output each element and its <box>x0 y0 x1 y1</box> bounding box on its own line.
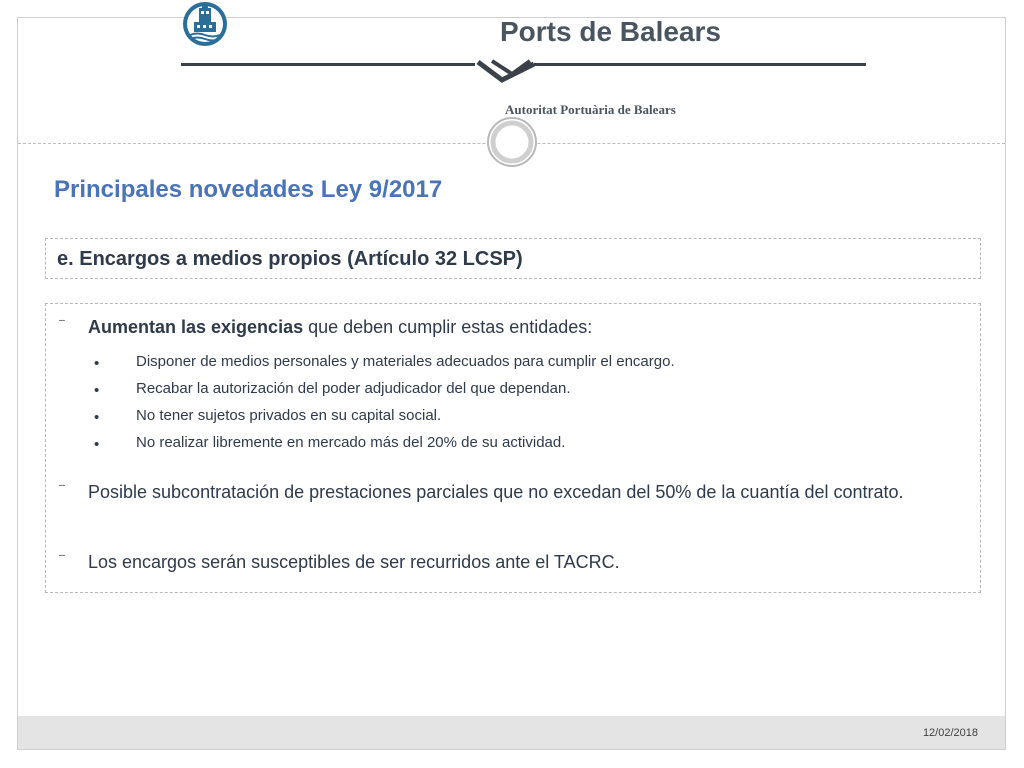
bullet-marker: • <box>94 436 100 453</box>
bullet-marker: • <box>94 355 100 372</box>
brand-divider-right <box>534 63 866 66</box>
footer-date: 12/02/2018 <box>922 727 978 739</box>
dash-marker: ⁻ <box>58 315 66 332</box>
sub-point-2: Recabar la autorización del poder adjudicador del que dependan. <box>136 380 571 397</box>
brand-subtitle: Autoritat Portuària de Balears <box>505 102 676 117</box>
sub-point-3: No tener sujetos privados en su capital social. <box>136 407 442 424</box>
page-title: Principales novedades Ley 9/2017 <box>54 176 443 203</box>
section-title: e. Encargos a medios propios (Artículo 32 LCSP) <box>57 248 523 270</box>
point-1 <box>88 312 592 342</box>
section-title-box <box>45 238 981 279</box>
brand-title: Ports de Balears <box>500 16 721 47</box>
dash-marker: ⁻ <box>58 550 66 567</box>
dash-marker: ⁻ <box>58 480 66 497</box>
lighthouse-emblem-icon <box>180 0 230 48</box>
sub-point-4: No realizar libremente en mercado más del 20% de su actividad. <box>136 434 566 451</box>
content-box <box>45 303 981 593</box>
ring-ornament-icon <box>485 115 539 169</box>
point-2: Posible subcontratación de prestaciones parciales que no excedan del 50% de la cuantía del contrato. <box>88 482 904 502</box>
brand-divider-left <box>181 63 475 66</box>
ports-logo-mark-icon <box>472 56 538 86</box>
bullet-marker: • <box>94 382 100 399</box>
point-1-text: que deben cumplir estas entidades: <box>303 317 593 337</box>
point-3: Los encargos serán susceptibles de ser recurridos ante el TACRC. <box>88 552 620 572</box>
bullet-marker: • <box>94 409 100 426</box>
point-1-bold: Aumentan las exigencias <box>88 317 304 337</box>
footer-bar <box>18 716 1005 749</box>
sub-point-1: Disponer de medios personales y materiales adecuados para cumplir el encargo. <box>136 353 675 370</box>
